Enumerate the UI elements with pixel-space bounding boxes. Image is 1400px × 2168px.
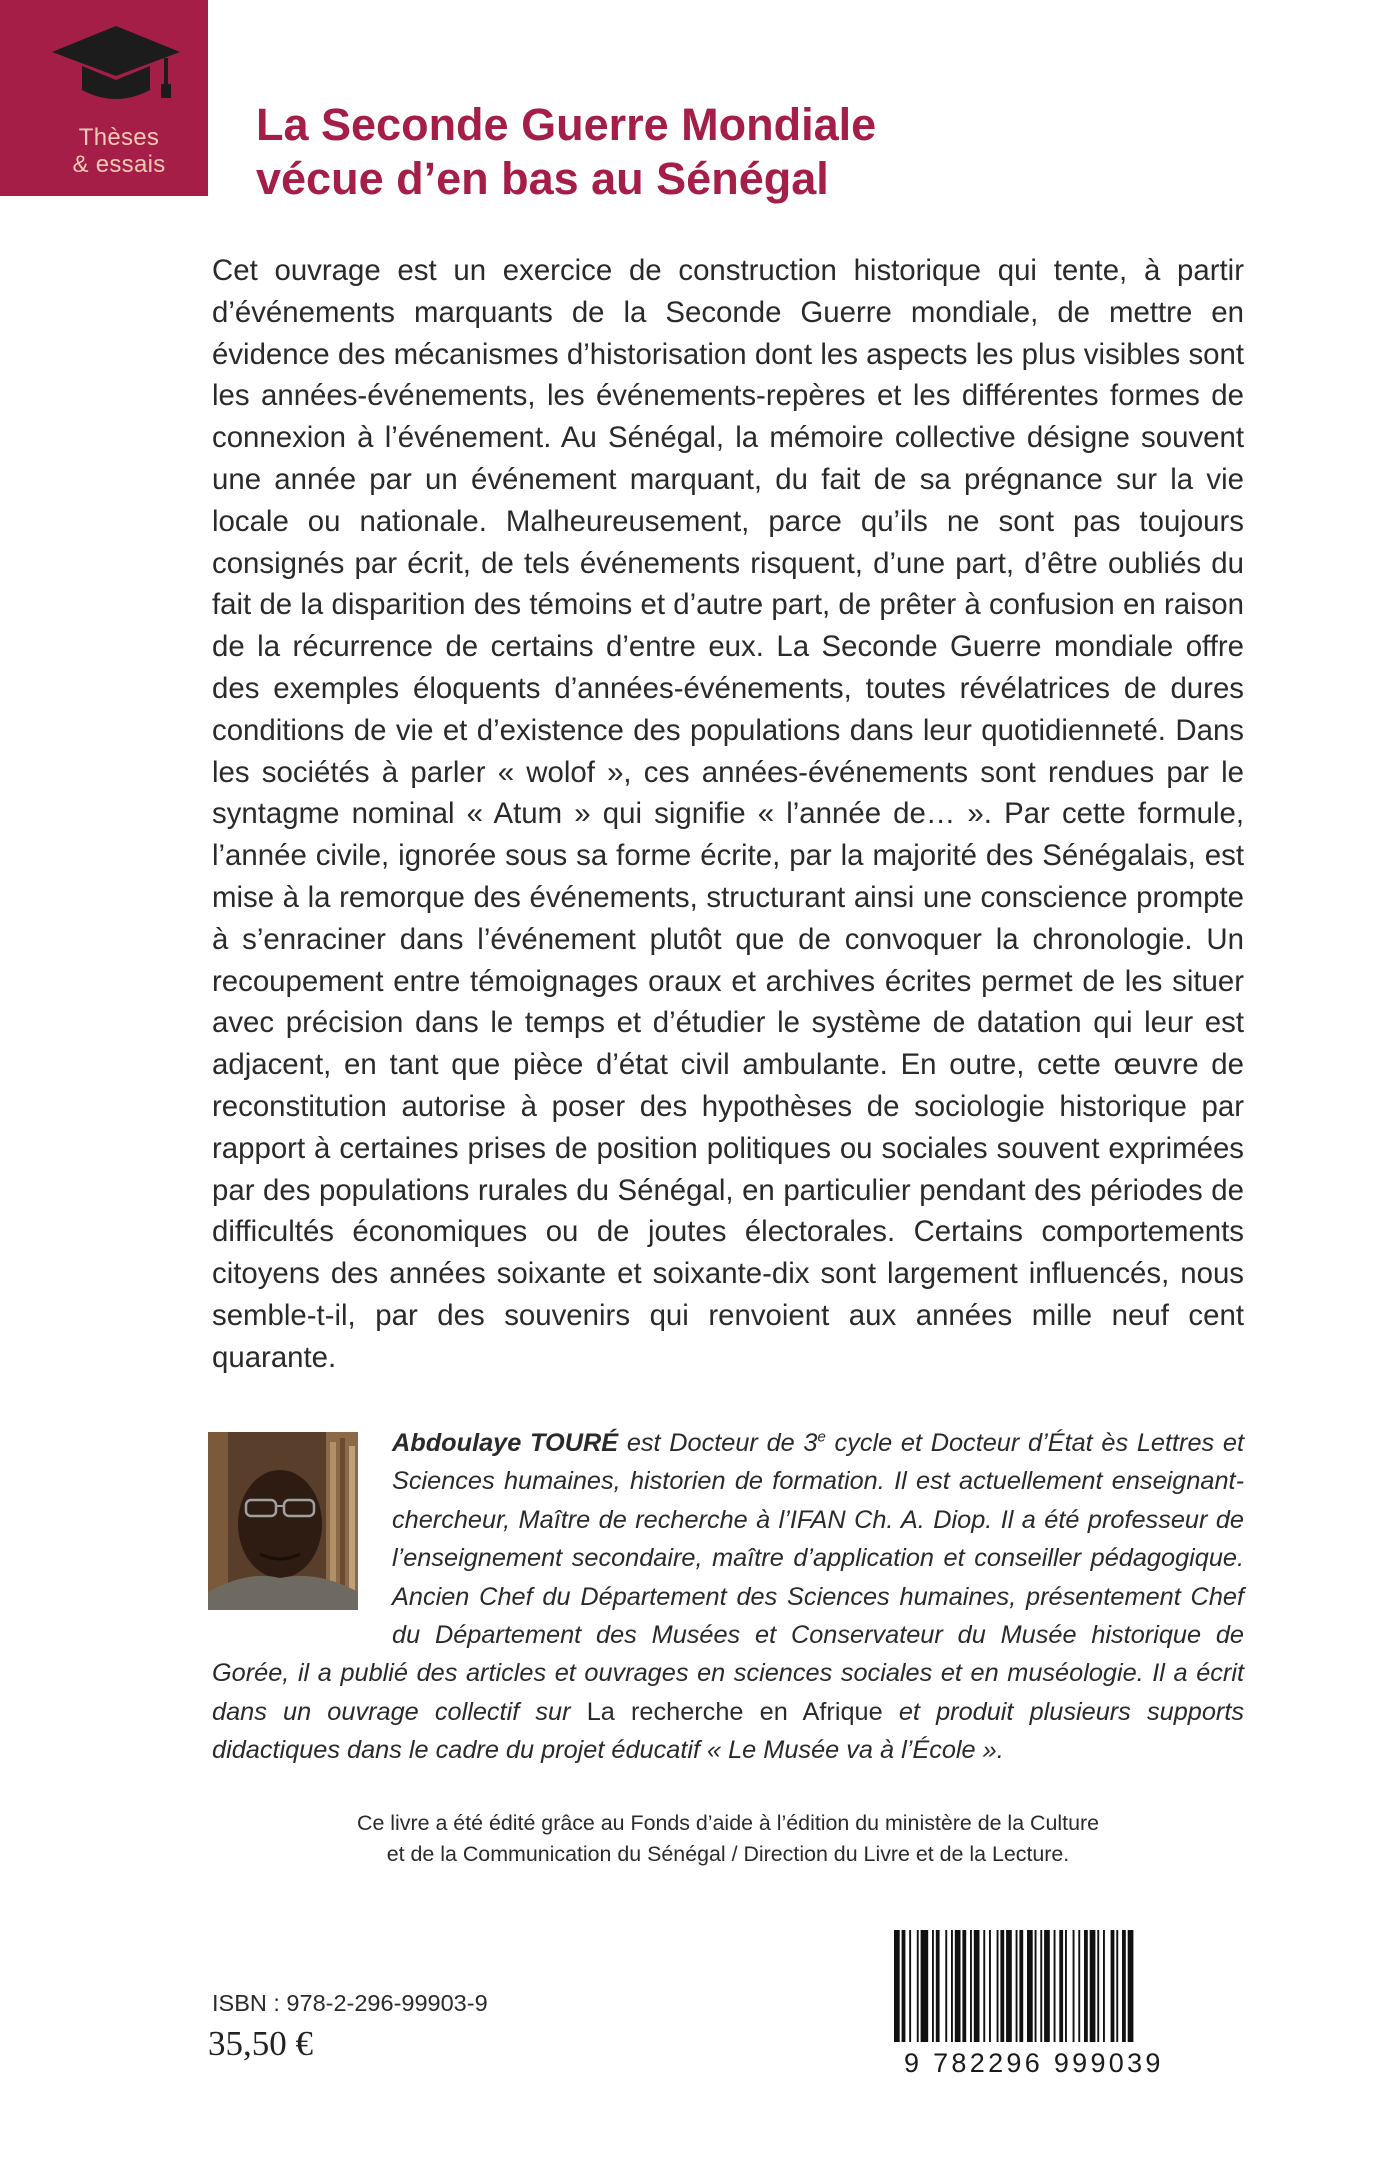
funding-line-2: et de la Communication du Sénégal / Direction du Livre et de la Lecture.	[386, 1842, 1070, 1866]
title-line-1: La Seconde Guerre Mondiale	[256, 99, 877, 150]
author-bio-book-title: La recherche en Afrique	[586, 1697, 883, 1726]
funding-line-1: Ce livre a été édité grâce au Fonds d’aide à l’édition du ministère de la Culture	[357, 1811, 1099, 1835]
collection-line-2: & essais	[72, 151, 166, 178]
price-label: 35,50 €	[208, 2024, 313, 2063]
author-name: Abdoulaye TOURÉ	[392, 1429, 619, 1457]
author-bio-superscript: e	[817, 1428, 826, 1446]
book-summary: Cet ouvrage est un exercice de construction historique qui tente, à partir d’événements marquants de la Seconde Guerre mondiale, de mettre en évidence des mécanismes d’historisation dont les aspects les plus visibles sont les années-événements, les événements-repères et les différentes formes de connexion à l’événement. Au Sénégal, la mémoire collective désigne souvent une année par un événement marquant, du fait de sa prégnance sur la vie locale ou nationale. Malheureusement, parce qu’ils ne sont pas toujours consignés par écrit, de tels événements risquent, d’une part, d’être oubliés du fait de la disparition des témoins et d’autre part, de prêter à confusion en raison de la récurrence de certains d’entre eux. La Seconde Guerre mondiale offre des exemples éloquents d’années-événements, toutes révélatrices de dures conditions de vie et d’existence des populations dans leur quotidienneté. Dans les sociétés à parler « wolof », ces années-événements sont rendues par le syntagme nominal « Atum » qui signifie « l’année de… ». Par cette formule, l’année civile, ignorée sous sa forme écrite, par la majorité des Sénégalais, est mise à la remorque des événements, structurant ainsi une conscience prompte à s’enraciner dans l’événement plutôt que de convoquer la chronologie. Un recoupement entre témoignages oraux et archives écrites permet de les situer avec précision dans le temps et d’étudier le système de datation qui leur est adjacent, en tant que pièce d’état civil ambulante. En outre, cette œuvre de reconstitution autorise à poser des hypothèses de sociologie historique par rapport à certaines prises de position politiques ou sociales souvent exprimées par des populations rurales du Sénégal, en particulier pendant des périodes de difficultés économiques ou de joutes électorales. Certains comportements citoyens des années soixante et soixante-dix sont largement influencés, nous semble-t-il, par des souvenirs qui renvoient aux années mille neuf cent quarante.	[212, 254, 1244, 1374]
author-bio-part-3: et produit plusieurs supports didactiques dans le cadre du projet éducatif « Le Musée va à l’École ».	[212, 1697, 1245, 1765]
author-bio-part-2: cycle et Docteur d’État ès Lettres et Sciences humaines, historien de formation. Il est actuellement enseignant-chercheur, Maître de recherche à l’IFAN Ch. A. Diop. Il a été professeur de l’enseignement secondaire, maître d’application et conseiller pédagogique. Ancien Chef du Département des Sciences humaines, présentement Chef du Département des Musées et Conservateur du Musée historique de Gorée, il a publié des articles et ouvrages en sciences sociales et en muséologie. Il a écrit dans un ouvrage collectif sur	[212, 1429, 1244, 1726]
author-bio-part-1: est Docteur de 3	[618, 1429, 818, 1457]
book-title	[256, 98, 1256, 206]
barcode-number: 9 782296 999039	[904, 2048, 1164, 2078]
isbn-label: ISBN : 978-2-296-99903-9	[212, 1990, 488, 2016]
title-line-2: vécue d’en bas au Sénégal	[256, 153, 829, 204]
collection-line-1: Thèses	[78, 124, 160, 151]
graduation-cap-icon	[46, 22, 186, 112]
author-bio	[212, 1424, 1244, 1770]
collection-label	[0, 124, 238, 178]
collection-badge	[0, 0, 208, 196]
funding-notice	[212, 1808, 1244, 1870]
